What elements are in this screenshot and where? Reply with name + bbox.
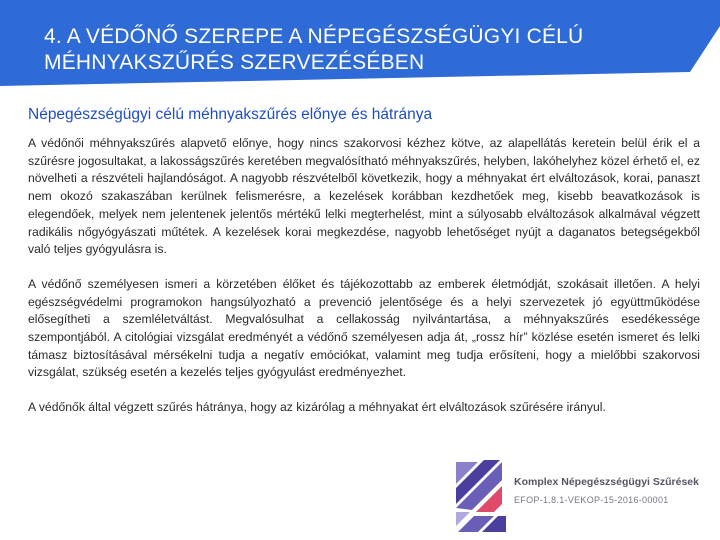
program-logo	[454, 460, 716, 534]
body-text	[28, 135, 700, 434]
paragraph-1: A védőnői méhnyakszűrés alapvető előnye, hogy nincs szakorvosi kézhez kötve, az alapellátás keretein belül érik el a szűrésre jogosultakat, a lakosságszűrés keretében megvalósítható méhnyakszűrés, helyben, lakóhelyhez közel érhető el, ez növelheti a részvételi hajlandóságot. A nagyobb részvételből következik, hogy a méhnyakat ért elváltozások, korai, panaszt nem okozó szakaszában kerülnek felismerésre, a kezelések korábban kezdhetőek meg, kisebb beavatkozások is elegendőek, melyek nem jelentenek jelentős mértékű lelki megterhelést, mint a súlyosabb elváltozások alkalmával végzett radikális nőgyógyászati műtétek. A kezelések korai megkezdése, nagyobb lehetőséget nyújt a daganatos betegségekből való teljes gyógyulásra is.	[28, 136, 700, 257]
logo-project-code: EFOP-1.8.1-VEKOP-15-2016-00001	[514, 495, 669, 505]
paragraph-2: A védőnő személyesen ismeri a körzetében élőket és tájékozottabb az emberek életmódját, szokásait illetően. A helyi egészségvédelmi programokon hangsúlyozható a prevenció jelentősége és a helyi szervezetek jó együttműködése elősegítheti a szemléletváltást. Megvalósulhat a cellakosság nyilvántartása, a méhnyakszűrés esedékessége szempontjából. A citológiai vizsgálat eredményét a védőnő személyesen adja át, „rossz hír” közlése esetén ismeret és lelki támasz biztosításával mérsékelni tudja a negatív emóciókat, valamint meg tudja erősíteni, hogy a mielőbbi szakorvosi vizsgálat, szükség esetén a kezelés teljes gyógyulást eredményezhet.	[28, 276, 700, 380]
section-subtitle: Népegészségügyi célú méhnyakszűrés előnye és hátránya	[28, 106, 433, 123]
slide-title: 4. A VÉDŐNŐ SZEREPE A NÉPEGÉSZSÉGÜGYI CÉLÚ MÉHNYAKSZŰRÉS SZERVEZÉSÉBEN	[44, 25, 584, 74]
paragraph-3: A védőnők által végzett szűrés hátránya, hogy az kizárólag a méhnyakat ért elváltozások szűrésére irányul.	[28, 400, 606, 415]
logo-mark-icon	[454, 460, 512, 534]
logo-name: Komplex Népegészségügyi Szűrések	[514, 476, 699, 488]
